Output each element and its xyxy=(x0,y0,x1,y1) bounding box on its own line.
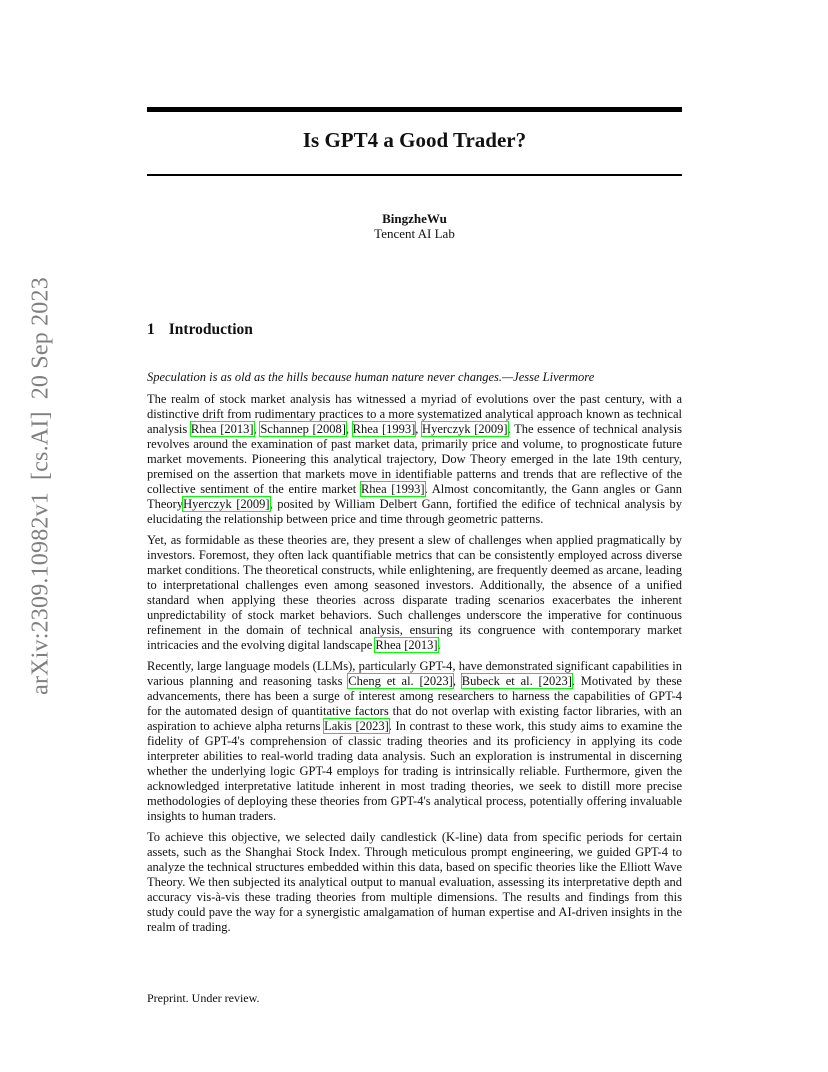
text-span: . In contrast to these work, this study aims to examine the fidelity of GPT-4's comprehension of classic trading theories and its proficiency in applying its code interpreter abilities to real-world trading data analysis. Such an exploration is instrumental in discerning whether the underlying logic GPT-4 employs for trading is intrinsically reliable. Furthermore, given the acknowledged interpretative latitude inherent in most trading theories, we seek to distill more precise methodologies of deploying these theories from GPT-4's analytical process, potentially offering invaluable insights to human traders. xyxy=(147,719,682,823)
text-span: , xyxy=(253,422,261,436)
arxiv-category: [cs.AI] xyxy=(27,411,54,480)
arxiv-id: arXiv:2309.10982v1 xyxy=(27,491,54,695)
text-span: . The essence of technical analysis revolves around the examination of past market data, primarily price and volume, to prognosticate future market movements. Pioneering this analytical trajectory, Dow Theory emerged in the late 19th century, premised on the assertion that markets move in identifiable patterns and trends that are reflective of the collective sentiment of the entire market xyxy=(147,422,683,496)
arxiv-identifier xyxy=(28,265,55,695)
citation-link[interactable]: Bubeck et al. [2023] xyxy=(461,674,572,688)
paper-title: Is GPT4 a Good Trader? xyxy=(302,128,527,152)
citation-link[interactable]: Hyerczyk [2009] xyxy=(183,497,270,511)
citation-link[interactable]: Rhea [1993] xyxy=(360,482,425,496)
text-span: Recently, large language models (LLMs), particularly GPT-4, have demonstrated significant capabilities in various planning and reasoning tasks xyxy=(147,659,682,688)
text-span: . xyxy=(437,638,441,652)
text-span: Yet, as formidable as these theories are, they present a slew of challenges when applied pragmatically by investors. Foremost, they often lack quantifiable metrics that can be consistently employed across diverse market conditions. The theoretical constructs, while enlightening, are frequently deemed as arcane, leading to interpretational challenges even among seasoned investors. Additionally, the absence of a unified standard when applying these theories across disparate trading scenarios exacerbates the inherent unpredictability of stock market behaviors. Such challenges underscore the imperative for continuous refinement in the domain of technical analysis, ensuring its congruence with contemporary market intricacies and the evolving digital landscape xyxy=(147,533,682,652)
text-span: , xyxy=(415,422,423,436)
paragraph-1 xyxy=(147,392,682,527)
text-span: , xyxy=(452,674,462,688)
body-text xyxy=(147,370,682,941)
citation-link[interactable]: Rhea [2013] xyxy=(190,422,254,436)
text-span: , posited by William Delbert Gann, fortified the edifice of technical analysis by elucidating the relationship between price and time through geometric patterns. xyxy=(147,497,682,526)
text-span: , xyxy=(345,422,353,436)
paragraph-2 xyxy=(147,533,682,653)
citation-link[interactable]: Hyerczyk [2009] xyxy=(422,422,508,436)
citation-link[interactable]: Schannep [2008] xyxy=(260,422,346,436)
section-heading xyxy=(147,321,253,339)
section-number: 1 xyxy=(147,321,155,338)
arxiv-date: 20 Sep 2023 xyxy=(27,277,54,400)
paragraph-3 xyxy=(147,659,682,824)
text-span: . Motivated by these advancements, there has been a surge of interest among researchers to harness the capabilities of GPT-4 for the automated design of quantitative factors that do not overlap with existing factor libraries, with an aspiration to achieve alpha returns xyxy=(147,674,682,733)
paragraph-4: To achieve this objective, we selected daily candlestick (K-line) data from specific periods for certain assets, such as the Shanghai Stock Index. Through meticulous prompt engineering, we guided GPT-4 to analyze the technical structures embedded within this data, based on specific theories like the Elliott Wave Theory. We then subjected its analytical output to manual evaluation, assessing its interpretative depth and accuracy vis-à-vis these trading theories from multiple dimensions. The results and findings from this study could pave the way for a synergistic amalgamation of human expertise and AI-driven insights in the realm of trading. xyxy=(147,830,682,934)
author-affiliation: Tencent AI Lab xyxy=(374,226,455,241)
citation-link[interactable]: Cheng et al. [2023] xyxy=(348,674,453,688)
author-name: BingzheWu xyxy=(382,211,447,226)
author-block xyxy=(147,211,682,241)
epigraph: Speculation is as old as the hills because human nature never changes.—Jesse Livermore xyxy=(147,370,595,384)
footer-note: Preprint. Under review. xyxy=(147,991,260,1005)
text-span: . Almost concomitantly, the Gann angles or Gann Theory xyxy=(147,482,682,511)
citation-link[interactable]: Rhea [2013] xyxy=(375,638,438,652)
section-title: Introduction xyxy=(168,321,253,338)
title-rule-top xyxy=(147,107,682,112)
citation-link[interactable]: Lakis [2023] xyxy=(324,719,389,733)
title-rule-bottom xyxy=(147,174,682,176)
text-span: The realm of stock market analysis has witnessed a myriad of evolutions over the past century, with a distinctive drift from rudimentary practices to a more systematized analytical approach known as technical analysis xyxy=(147,392,682,436)
citation-link[interactable]: Rhea [1993] xyxy=(352,422,416,436)
